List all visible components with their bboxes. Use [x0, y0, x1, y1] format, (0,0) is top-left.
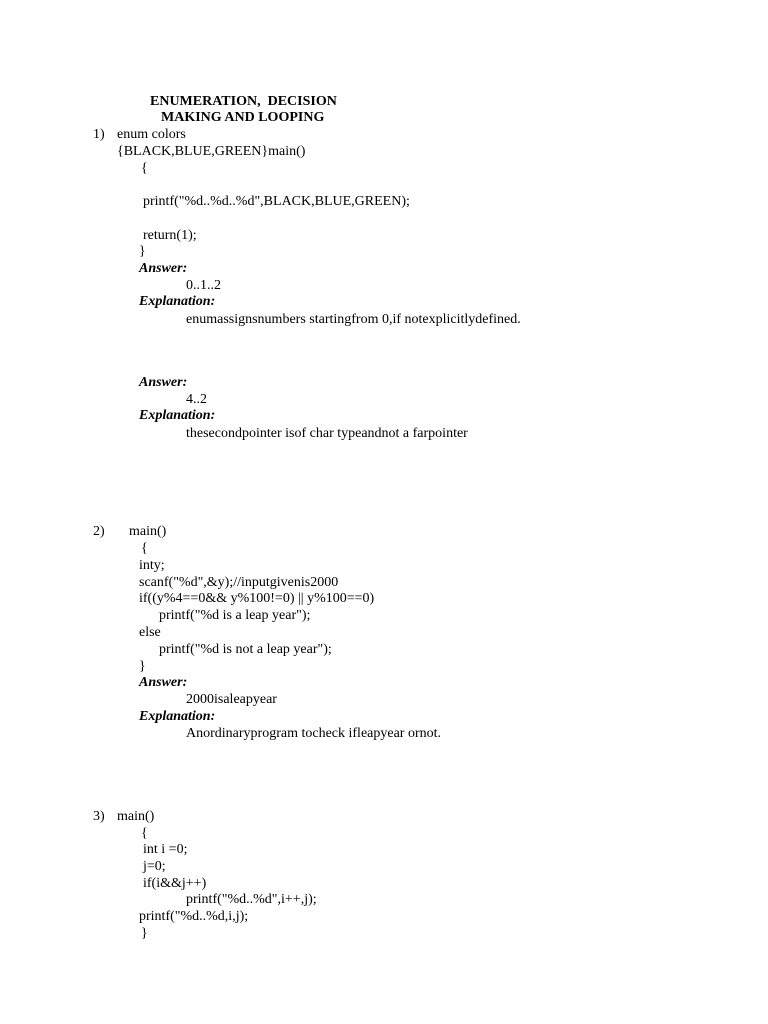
code-line: { [141, 541, 148, 556]
page-title-line-1: ENUMERATION, DECISION [150, 94, 337, 109]
answer-label: Answer: [139, 375, 188, 390]
code-line: printf("%d..%d,i,j); [139, 909, 249, 924]
code-line: main() [129, 524, 167, 539]
code-line: int i =0; [143, 842, 188, 857]
answer-label: Answer: [139, 261, 188, 276]
code-line: inty; [139, 558, 165, 573]
code-line: printf("%d..%d",i++,j); [186, 892, 317, 907]
code-line: if((y%4==0&& y%100!=0) || y%100==0) [139, 591, 375, 606]
code-line: printf("%d is a leap year"); [159, 608, 311, 623]
page-title-line-2: MAKING AND LOOPING [161, 110, 325, 125]
explanation-text: thesecondpointer isof char typeandnot a farpointer [186, 426, 468, 441]
code-line: { [141, 161, 148, 176]
answer-text: 4..2 [186, 392, 207, 407]
code-line: main() [117, 809, 155, 824]
explanation-text: Anordinaryprogram tocheck ifleapyear ornot. [186, 726, 442, 741]
code-line: } [139, 659, 146, 674]
explanation-label: Explanation: [139, 294, 216, 309]
code-line: } [139, 244, 146, 259]
answer-text: 2000isaleapyear [186, 692, 277, 707]
code-line: printf("%d..%d..%d",BLACK,BLUE,GREEN); [143, 194, 410, 209]
code-line: enum colors [117, 127, 186, 142]
code-line: j=0; [143, 859, 166, 874]
code-line: scanf("%d",&y);//inputgivenis2000 [139, 575, 339, 590]
code-line: if(i&&j++) [143, 876, 207, 891]
explanation-text: enumassignsnumbers startingfrom 0,if notexplicitlydefined. [186, 312, 521, 327]
question-3-number: 3) [93, 809, 105, 824]
code-line: {BLACK,BLUE,GREEN}main() [117, 144, 306, 159]
question-1-number: 1) [93, 127, 105, 142]
code-line: { [141, 826, 148, 841]
answer-text: 0..1..2 [186, 278, 221, 293]
code-line: return(1); [143, 228, 197, 243]
code-line: else [139, 625, 161, 640]
explanation-label: Explanation: [139, 709, 216, 724]
code-line: } [141, 926, 148, 941]
answer-label: Answer: [139, 675, 188, 690]
question-2-number: 2) [93, 524, 105, 539]
code-line: printf("%d is not a leap year"); [159, 642, 332, 657]
explanation-label: Explanation: [139, 408, 216, 423]
